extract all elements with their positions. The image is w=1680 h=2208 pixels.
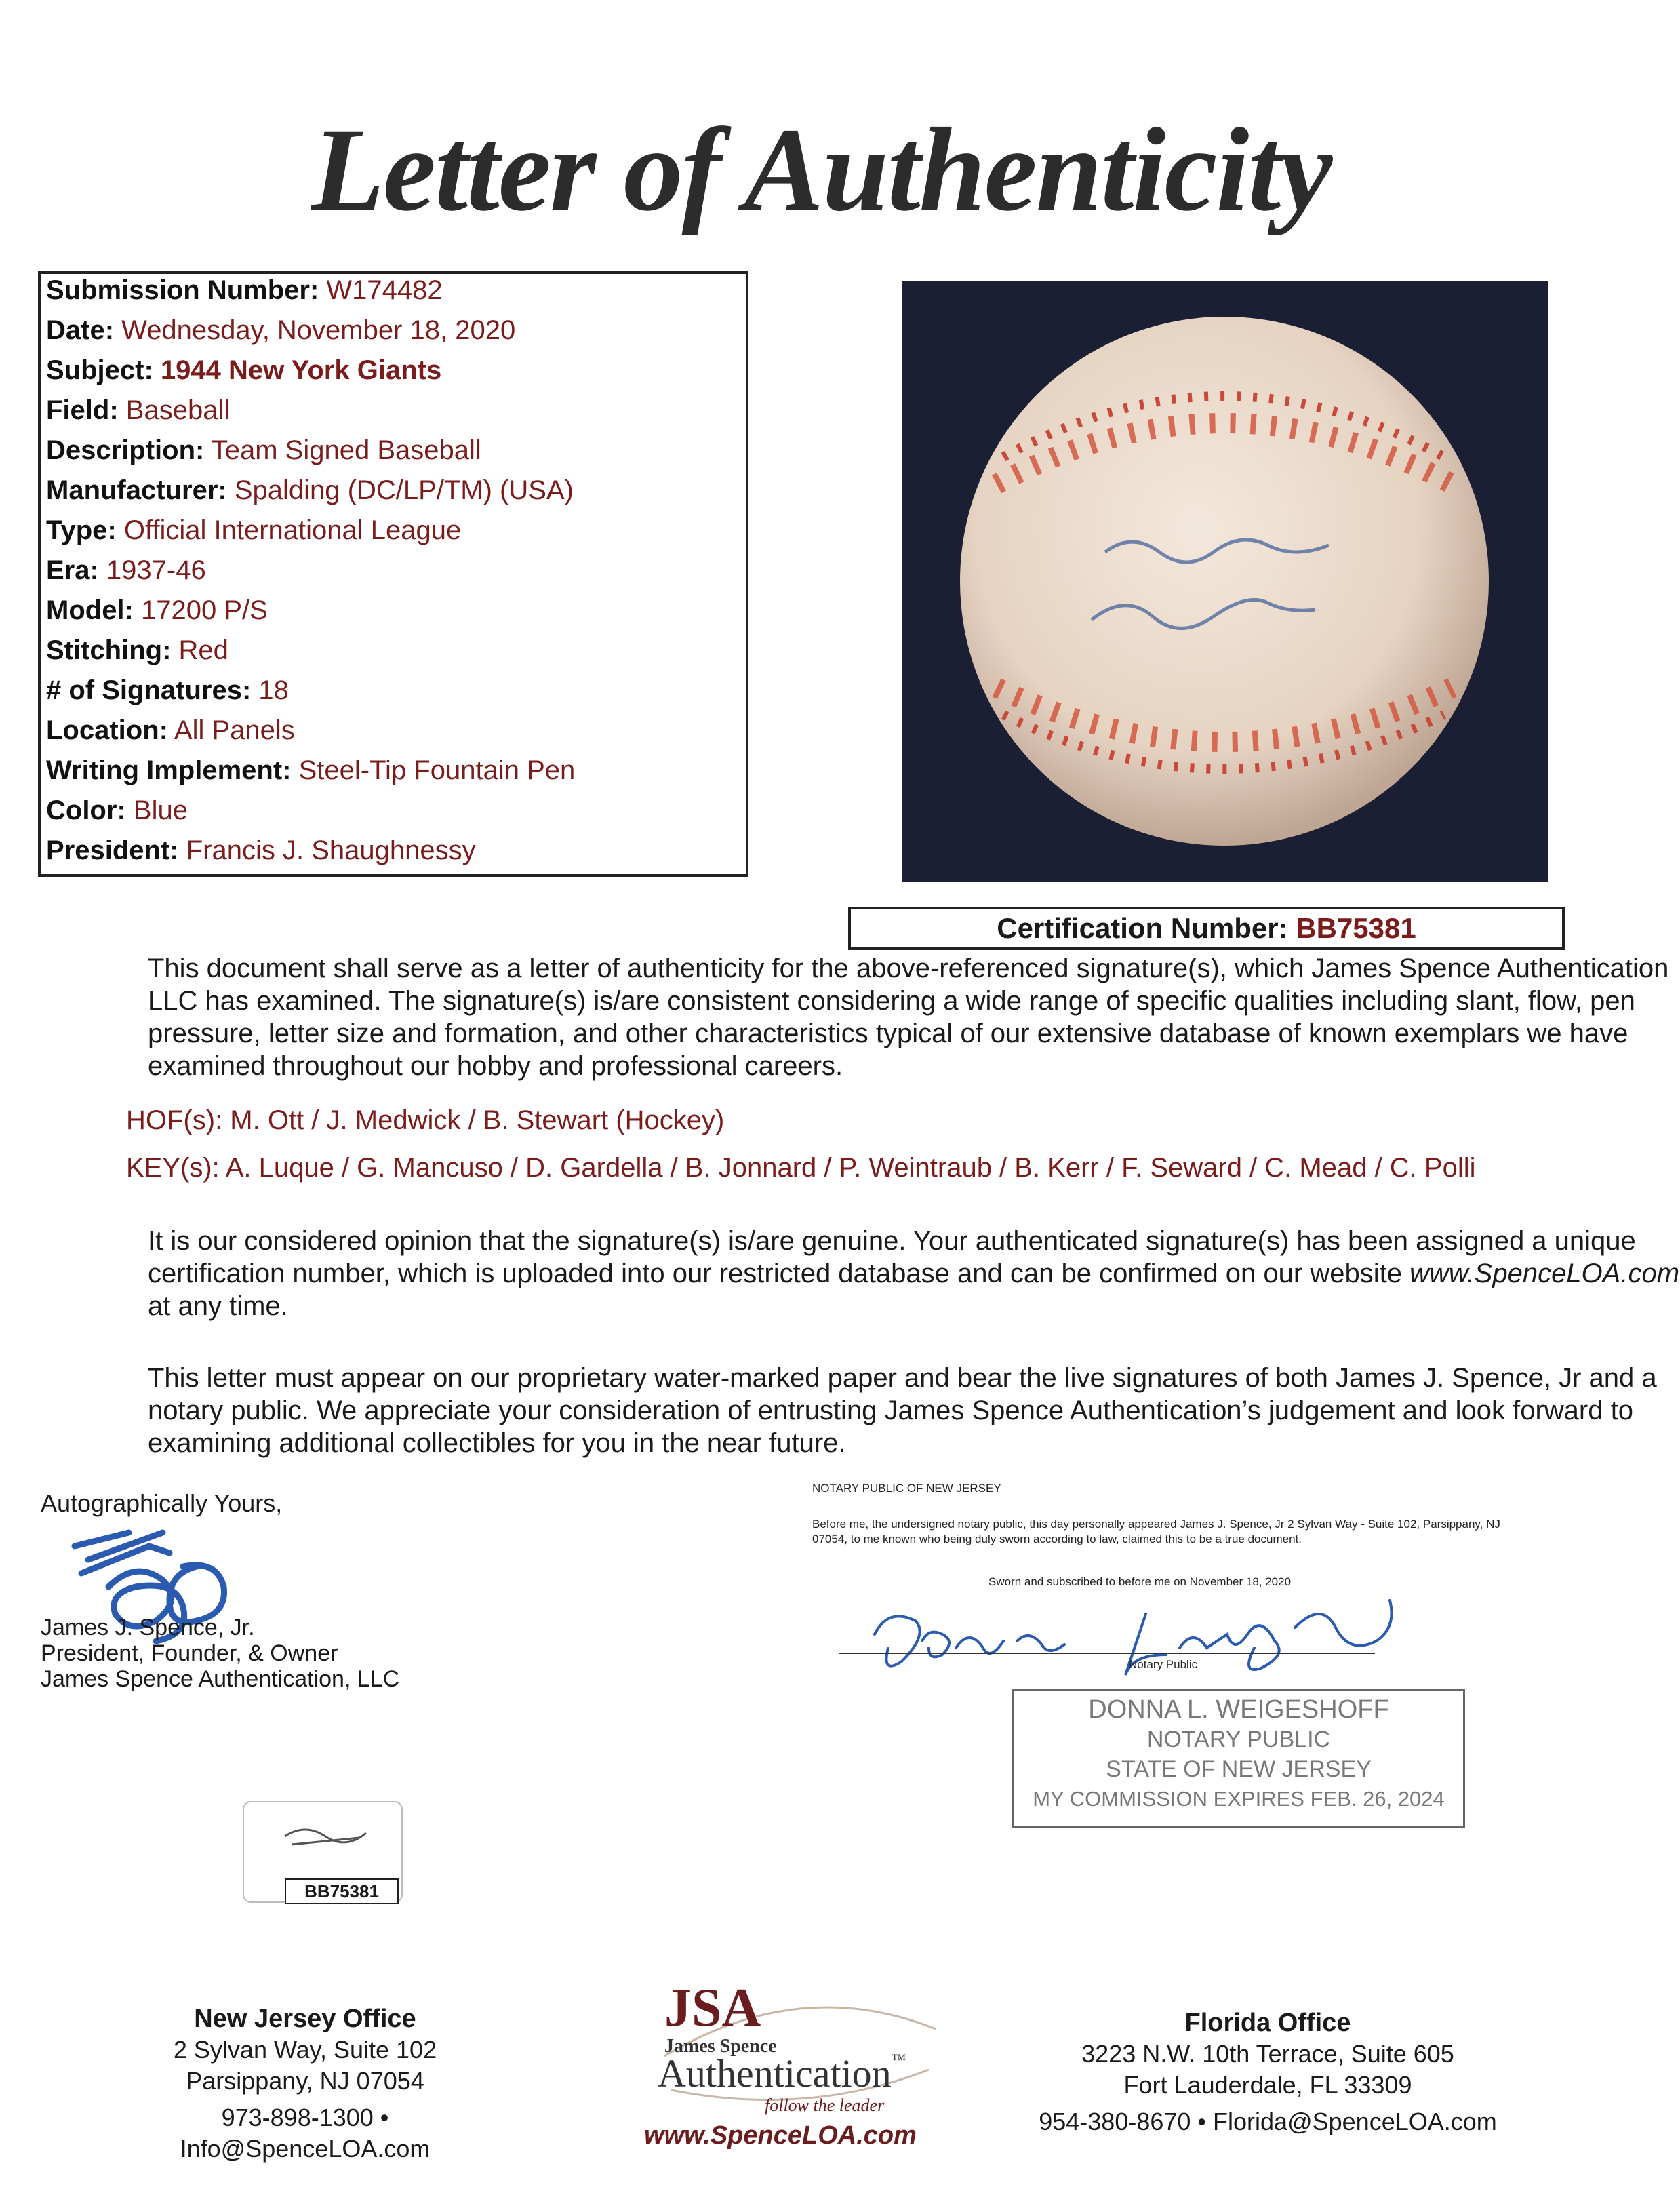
- stamp-line: DONNA L. WEIGESHOFF: [1088, 1695, 1389, 1724]
- info-label: Stitching:: [46, 635, 172, 665]
- certification-label: Certification Number:: [997, 912, 1288, 944]
- notary-line-label: Notary Public: [1129, 1658, 1198, 1671]
- jsa-logo: [624, 1975, 976, 2151]
- logo-tm: ™: [891, 2051, 906, 2068]
- info-value: Official International League: [123, 515, 462, 545]
- logo-name: James Spence: [664, 2036, 777, 2057]
- hof-line: HOF(s): M. Ott / J. Medwick / B. Stewart (Hockey): [126, 1105, 725, 1135]
- office-line: Fort Lauderdale, FL 33309: [1123, 2071, 1412, 2099]
- info-value: Francis J. Shaughnessy: [186, 835, 476, 865]
- page-title: Letter of Authenticity: [311, 104, 1332, 236]
- info-label: Type:: [46, 515, 117, 545]
- info-value: Steel-Tip Fountain Pen: [298, 755, 576, 785]
- info-row: [46, 475, 574, 506]
- para2-end: at any time.: [148, 1291, 288, 1321]
- info-box: [38, 271, 748, 877]
- office-line: Parsippany, NJ 07054: [186, 2067, 424, 2095]
- info-label: Field:: [46, 395, 119, 425]
- body-paragraph-3: This letter must appear on our proprietary water-marked paper and bear the live signatures of both James J. Spence, Jr and a notary public. We appreciate your consideration of entrusting James Spence Authentication’s judgement and look forward to examining additional collectibles for you in the near future.: [148, 1363, 1657, 1458]
- info-value: W174482: [326, 275, 443, 305]
- info-row: [46, 635, 228, 666]
- signoff-greeting: Autographically Yours,: [41, 1489, 283, 1517]
- info-label: President:: [46, 835, 179, 865]
- website-link[interactable]: www.SpenceLOA.com: [1409, 1259, 1680, 1288]
- office-heading: New Jersey Office: [194, 2005, 416, 2033]
- signoff-company: James Spence Authentication, LLC: [41, 1666, 400, 1692]
- info-row: [46, 355, 441, 386]
- info-row: [46, 395, 230, 426]
- info-row: [46, 835, 476, 866]
- info-row: [46, 515, 461, 546]
- info-value: Blue: [133, 795, 188, 825]
- key-line: KEY(s): A. Luque / G. Mancuso / D. Gardella / B. Jonnard / P. Weintraub / B. Kerr / F. Seward / C. Mead / C. Polli: [126, 1153, 1476, 1183]
- info-row: [46, 435, 481, 466]
- info-row: [46, 555, 206, 586]
- office-line: 3223 N.W. 10th Terrace, Suite 605: [1081, 2040, 1454, 2068]
- notary-heading: NOTARY PUBLIC OF NEW JERSEY: [812, 1482, 1001, 1495]
- info-value: 1944 New York Giants: [160, 355, 442, 385]
- stamp-line: NOTARY PUBLIC: [1146, 1727, 1331, 1752]
- info-row: [46, 675, 289, 706]
- logo-auth-text: Authentication: [658, 2051, 892, 2095]
- info-value: 1937-46: [106, 555, 206, 585]
- info-value: 18: [258, 675, 289, 705]
- info-label: Submission Number:: [46, 275, 319, 305]
- info-label: Writing Implement:: [46, 755, 292, 785]
- logo-url[interactable]: www.SpenceLOA.com: [644, 2121, 917, 2150]
- certification-box: [848, 907, 1565, 950]
- info-row: [46, 795, 188, 826]
- office-line: 973-898-1300 • Info@SpenceLOA.com: [180, 2104, 431, 2163]
- stamp-line: MY COMMISSION EXPIRES FEB. 26, 2024: [1033, 1787, 1445, 1811]
- body-paragraph-1: This document shall serve as a letter of authenticity for the above-referenced signature(s), which James Spence Authentication LLC has examined. The signature(s) is/are consistent considering a wide range of specific qualities including slant, flow, pen pressure, letter size and formation, and other characteristics typical of our extensive database of known exemplars we have examined throughout our hobby and professional careers.: [148, 953, 1669, 1081]
- nj-office: [136, 2003, 475, 2165]
- info-value: Team Signed Baseball: [211, 435, 481, 465]
- info-value: Spalding (DC/LP/TM) (USA): [234, 475, 574, 505]
- logo-jsa: JSA: [664, 1978, 761, 2038]
- info-label: Manufacturer:: [46, 475, 227, 505]
- info-label: Subject:: [46, 355, 153, 385]
- signoff-role: President, Founder, & Owner: [41, 1640, 338, 1666]
- info-label: Color:: [46, 795, 126, 825]
- office-line: 2 Sylvan Way, Suite 102: [173, 2036, 437, 2064]
- info-row: [46, 715, 295, 746]
- info-value: Red: [178, 635, 228, 665]
- info-row: [46, 755, 575, 786]
- signoff-name: James J. Spence, Jr.: [41, 1615, 255, 1640]
- certification-number: BB75381: [1296, 912, 1416, 944]
- notary-text: Before me, the undersigned notary public, this day personally appeared James J. Spence, Jr 2 Sylvan Way - Suite 102, Parsippany, NJ 07054, to me known who being duly sworn according to law, claimed this to be a true document.: [812, 1518, 1500, 1545]
- baseball-photo: [902, 281, 1548, 882]
- info-value: All Panels: [174, 715, 295, 745]
- info-label: Date:: [46, 315, 115, 345]
- office-heading: Florida Office: [1184, 2009, 1351, 2037]
- info-value: Baseball: [125, 395, 231, 425]
- info-label: Era:: [46, 555, 99, 585]
- info-row: [46, 275, 443, 306]
- logo-tagline: follow the leader: [765, 2095, 885, 2115]
- info-label: Location:: [46, 715, 168, 745]
- info-label: Description:: [46, 435, 205, 465]
- notary-sworn: Sworn and subscribed to before me on November 18, 2020: [988, 1575, 1292, 1588]
- fl-office: [1017, 2007, 1519, 2137]
- para2-start: It is our considered opinion that the signature(s) is/are genuine. Your authenticated signature(s) has been assigned a unique certification number, which is uploaded into our restricted database and can be confirmed on our website: [148, 1226, 1636, 1288]
- stamp-line: STATE OF NEW JERSEY: [1106, 1756, 1372, 1782]
- body-paragraph-2: [41, 1225, 1680, 1322]
- sticker-number: BB75381: [285, 1878, 399, 1904]
- info-row: [46, 315, 515, 346]
- office-line: 954-380-8670 • Florida@SpenceLOA.com: [1039, 2108, 1497, 2135]
- baseball-image: [902, 281, 1548, 882]
- info-value: 17200 P/S: [141, 595, 268, 625]
- logo-authentication: [658, 2051, 906, 2096]
- notary-stamp: [1012, 1689, 1465, 1828]
- notary-signature-line: [839, 1653, 1375, 1654]
- info-label: Model:: [46, 595, 134, 625]
- info-value: Wednesday, November 18, 2020: [121, 315, 516, 345]
- info-row: [46, 595, 268, 626]
- info-label: # of Signatures:: [46, 675, 252, 705]
